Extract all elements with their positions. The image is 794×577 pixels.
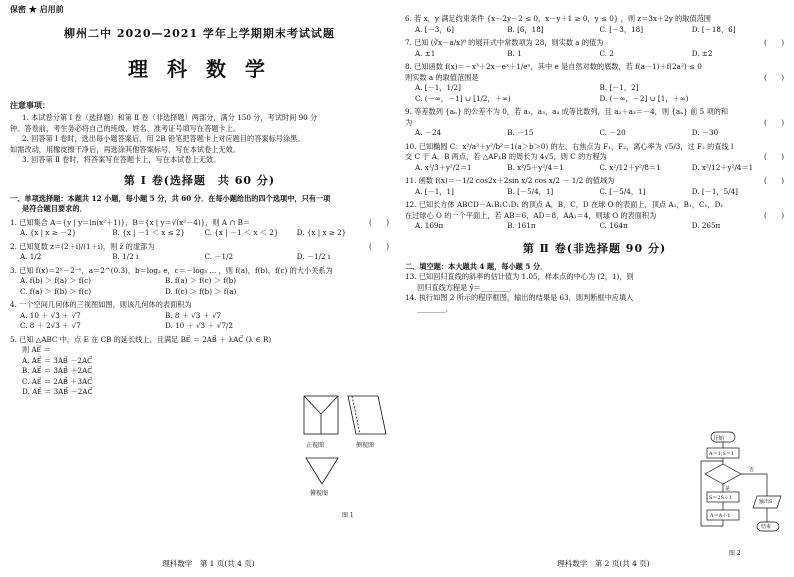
question-12-options: A. 169π B. 161π C. 164π D. 265π	[415, 221, 721, 230]
question-9-cont: 为 ( )	[405, 117, 784, 127]
question-6-options: A. [－3，6] B. [6，18] C. [－3，18] D. [－18，6]	[415, 24, 736, 34]
flowchart-figure	[699, 430, 789, 560]
flow-no: 否	[749, 467, 755, 473]
q5-option-c: C. AE⃗ ＝ 2AB⃗ ＋3AC⃗	[22, 376, 93, 386]
question-11: 11. 函数 f(x)＝－1/2 cos2x＋2sin x/2 cos x/2 － 1/2 的值域为 ( )	[405, 176, 784, 185]
flow-yes: 是	[725, 486, 731, 492]
question-14: 14. 执行如图 2 所示的程序框图，输出的结果是 63，则判断框中应填入	[405, 293, 634, 302]
question-7-options: A. ±1 B. 1 C. 2 D. ±2	[415, 48, 713, 58]
flow-start: 开始	[713, 436, 725, 442]
q5-option-b: B. AE⃗ ＝ 3AB⃗ ＋2AC⃗	[22, 366, 93, 375]
section-1-heading: 第 Ⅰ 卷(选择题 共 60 分)	[123, 173, 276, 187]
note-line: 钟。答卷前，考生务必将自己的班级、姓名、准考证号填写在答题卡上。	[10, 123, 241, 133]
question-8-options: A. [－1，1/2] B. [－1，2] C. (－∞，－1] ∪ [1/2，＋∞) D. (－∞，－2] ∪ [1，＋∞)	[415, 83, 689, 103]
page-2-footer: 理科数学 第 2 页(共 4 页)	[557, 559, 650, 568]
question-9: 9. 等差数列 {aₙ} 的公差不为 0，若 a₁，a₃，a₄ 成等比数列，且 a₂＋a₃＝－4，则 {aₙ} 前 5 项的和	[405, 107, 729, 116]
question-12-cont: 在过球心 O 的一个平面上，若 AB＝6，AD＝8，AA₁＝4，则球 O 的表面积为 ( )	[405, 210, 784, 220]
exam-title: 柳州二中 2020—2021 学年上学期期末考试试题	[64, 27, 335, 40]
mc-heading: 一、单项选择题：本题共 12 小题，每小题 5 分，共 60 分．在每小题给出的四个选项中，只有一项	[10, 193, 331, 203]
question-2: 2. 已知复数 z＝(2＋i)/(1＋i)，则 z̄ 的虚部为 ( )	[10, 241, 389, 251]
question-10-cont: 交 C 于 A，B 两点，若 △AF₁B 的周长为 4√5，则 C 的方程为 ( )	[405, 152, 784, 161]
flow-output: 输出S	[759, 499, 773, 505]
front-view-label: 正视图	[306, 442, 325, 449]
flow-end: 结束	[761, 524, 772, 530]
question-12: 12. 已知长方体 ABCD－A₁B₁C₁D₁ 的顶点 A，B，C，D 在球 O 的表面上，顶点 A₁，B₁，C₁，D₁	[405, 200, 724, 209]
three-views-figure	[300, 392, 390, 522]
page-2	[397, 0, 794, 577]
question-1-options: A. {x | x ≥ －2} B. {x | －1 ＜ x ≤ 2} C. {x | －1 ＜ x ＜ 2} D. {x | x ≥ 2}	[20, 228, 347, 237]
flow-a-update: A＝A＋1	[710, 513, 731, 519]
question-3: 3. 已知 f(x)＝2ˣ－2⁻ˣ，a＝2^(0.3)，b＝log₂ e，c＝－log₃ ... ，则 f(a)，f(b)，f(c) 的大小关系为	[10, 265, 333, 275]
flow-init: A＝1,S＝1	[709, 451, 734, 457]
page-1-footer: 理科数学 第 1 页(共 4 页)	[162, 559, 255, 568]
question-14-cont: ________．	[417, 303, 453, 313]
note-line: 3. 回答第 Ⅱ 卷时，将答案写在答题卡上，写在本试卷上无效。	[22, 155, 221, 164]
question-11-options: A. [－1，1] B. [－5/4，1] C. [－5/4，1] D. [－1，5/4]	[415, 186, 738, 196]
question-4-options: A. 10 ＋ √3 ＋ √7 B. 8 ＋ √3 ＋ √7 C. 8 ＋ 2√3 ＋ √7 D. 10 ＋ √3 ＋ √7/2	[20, 310, 234, 330]
figure-2-caption: 图 2	[729, 550, 741, 557]
question-7: 7. 已知 (∛x－a/x)⁸ 的展开式中常数项为 28，则实数 a 的值为 ( )	[405, 38, 784, 47]
fill-heading: 二、填空题：本大题共 4 题，每小题 5 分．	[405, 261, 548, 271]
flow-s-update: S＝2S＋1	[709, 495, 733, 501]
secret-mark: 保密 ★ 启用前	[10, 4, 64, 14]
q5-option-d: D. AE⃗ ＝ 3AB⃗ －2AC⃗	[22, 387, 93, 396]
note-line: 1. 本试卷分第 Ⅰ 卷（选择题）和第 Ⅱ 卷（非选择题）两部分，满分 150 分，考试时间 90 分	[22, 113, 318, 122]
question-10-options: A. x²/3＋y²/2＝1 B. x²/5＋y²/4＝1 C. x²/12＋y²/8＝1 D. x²/12＋y²/4＝1	[415, 162, 754, 172]
question-6: 6. 若 x，y 满足约束条件 {x－2y－2 ≤ 0，x－y＋1 ≥ 0，y ≤ 0} ，则 z＝3x＋2y 的取值范围	[405, 14, 711, 23]
section-2-heading: 第 Ⅱ 卷(非选择题 90 分)	[522, 241, 667, 255]
question-9-options: A. －24 B. －15 C. －20 D. －30	[415, 128, 719, 137]
question-5: 5. 已知 △ABC 中，点 E 在 CB 的延长线上，且满足 BE⃗ ＝ 2AB⃗ ＋ λAC⃗ (λ ∈ R)	[10, 334, 272, 344]
note-line: 如需改动，用橡皮擦干净后，再选涂其他答案标号，写在本试卷上无效。	[10, 144, 241, 154]
question-5-cont: 则 AE⃗ ＝	[22, 345, 51, 354]
q5-option-a: A. AE⃗ ＝ 3AB⃗ －2AC⃗	[22, 355, 93, 365]
three-views-drawing	[300, 392, 390, 522]
question-10: 10. 已知椭圆 C：x²/a²＋y²/b²＝1(a＞b＞0) 的左、右焦点为 F₁，F₂，离心率为 √5/3，过 F₂ 的直线 l	[405, 141, 734, 151]
question-1: 1. 已知集合 A＝{y | y＝ln(x²＋1)}，B＝{x | y＝√(x²－4)}，则 A ∩ B＝ ( )	[10, 217, 389, 227]
question-8: 8. 已知函数 f(x)＝－x³＋2x－eˣ＋1/eˣ，其中 e 是自然对数的底数，若 f(a－1)＋f(2a²) ≤ 0	[405, 62, 702, 71]
question-2-options: A. 1/2 B. 1/2 i C. －1/2 D. －1/2 i	[20, 252, 331, 261]
notes-heading: 注意事项：	[10, 100, 50, 110]
question-4: 4. 一个空间几何体的三视图如图，则该几何体的表面积为	[10, 300, 192, 309]
question-13-cont: 回归直线方程是 ŷ＝________．	[417, 282, 517, 292]
subject-title: 理 科 数 学	[128, 57, 271, 81]
figure-1-caption: 图 1	[342, 512, 354, 519]
top-view-label: 俯视图	[310, 490, 329, 497]
note-line: 2. 回答第 Ⅰ 卷时，选出每小题答案后，用 2B 铅笔把答题卡上对应题目的答案标号涂黑。	[22, 134, 305, 143]
side-view-label: 侧视图	[356, 442, 375, 449]
question-3-options: A. f(b) ＞ f(a) ＞ f(c) B. f(a) ＞ f(c) ＞ f(b) C. f(a) ＞ f(b) ＞ f(c) D. f(c) ＞ f(b) ＞ f(a)	[20, 276, 237, 296]
question-8-cont: 则实数 a 的取值范围是 ( )	[405, 72, 784, 82]
mc-heading-2: 是符合题目要求的．	[22, 204, 87, 213]
question-13: 13. 已知回归直线的斜率的估计值为 1.05，样本点的中心为 (2，1)，则	[405, 272, 634, 281]
flowchart-drawing	[699, 430, 789, 548]
